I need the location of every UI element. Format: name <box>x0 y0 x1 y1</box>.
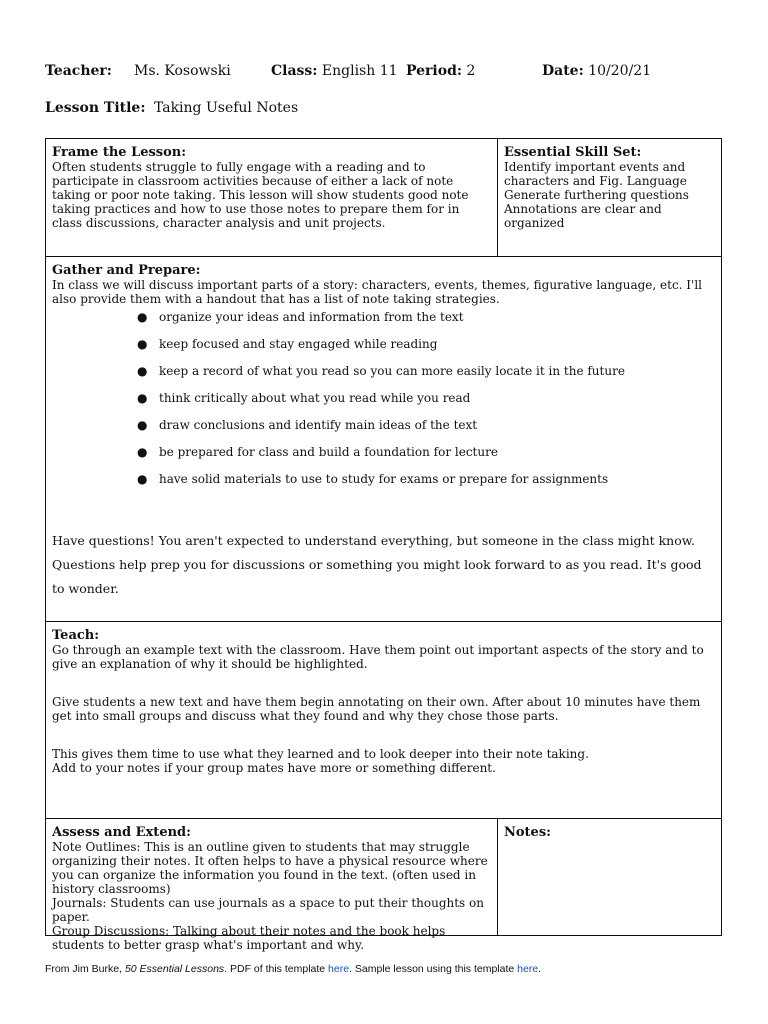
gather-title: Gather and Prepare: <box>52 263 201 278</box>
date-label: Date: <box>542 63 584 79</box>
bullet-icon: ● <box>137 445 148 459</box>
book-title: 50 Essential Lessons <box>124 963 225 975</box>
gather-intro: In class we will discuss important parts of a story: characters, events, themes, figurative language, etc. I'll also provide them with a handout that has a list of note taking strategies. <box>52 278 703 306</box>
skills-line: Generate furthering questions <box>504 188 689 202</box>
lesson-title-value: Taking Useful Notes <box>153 100 299 116</box>
lesson-title-label: Lesson Title: <box>45 100 146 116</box>
period-label: Period: <box>406 63 463 79</box>
teacher-value: Ms. Kosowski <box>134 63 231 79</box>
list-item: ● keep a record of what you read so you can more easily locate it in the future <box>137 364 625 378</box>
lesson-title-field <box>45 100 298 116</box>
assess-title: Assess and Extend: <box>52 825 191 840</box>
date-field <box>542 63 651 79</box>
template-pdf-link[interactable]: here <box>328 963 350 975</box>
bullet-icon: ● <box>137 391 148 405</box>
class-field <box>271 63 398 79</box>
bullet-icon: ● <box>137 418 148 432</box>
bullet-icon: ● <box>137 472 148 486</box>
notes-title: Notes: <box>504 825 551 840</box>
list-item: ● draw conclusions and identify main ideas of the text <box>137 418 478 432</box>
gather-outro: Have questions! You aren't expected to understand everything, but someone in the class might know. Questions help prep you for discussions or something you might look forward to as you read. It's good to wonder. <box>52 533 702 596</box>
list-item: ● keep focused and stay engaged while reading <box>137 337 438 351</box>
list-item: ● have solid materials to use to study for exams or prepare for assignments <box>137 472 609 486</box>
bullet-icon: ● <box>137 337 148 351</box>
frame-cell <box>46 139 498 256</box>
class-value: English 11 <box>321 63 398 79</box>
skills-line: Identify important events and characters and Fig. Language <box>504 160 687 188</box>
assess-line: Group Discussions: Talking about their notes and the book helps students to better grasp what's important and why. <box>52 924 446 952</box>
frame-text: Often students struggle to fully engage with a reading and to participate in classroom activities because of either a lack of note taking or poor note taking. This lesson will show students good note taking practices and how to use those notes to prepare them for in class discussions, character analysis and unit projects. <box>52 160 469 230</box>
assess-line: Journals: Students can use journals as a space to put their thoughts on paper. <box>52 896 484 924</box>
frame-row <box>46 139 721 256</box>
bullet-icon: ● <box>137 364 148 378</box>
period-field <box>406 63 475 79</box>
list-item: ● organize your ideas and information from the text <box>137 310 464 324</box>
frame-title: Frame the Lesson: <box>52 145 187 160</box>
list-item: ● think critically about what you read while you read <box>137 391 471 405</box>
teach-paragraph: Give students a new text and have them begin annotating on their own. After about 10 minutes have them get into small groups and discuss what they found and why they chose those parts. <box>52 695 701 723</box>
list-item: ● be prepared for class and build a foundation for lecture <box>137 445 498 459</box>
strategy-list <box>52 310 715 499</box>
teach-paragraph: Go through an example text with the classroom. Have them point out important aspects of the story and to give an explanation of why it should be highlighted. <box>52 643 704 671</box>
date-value: 10/20/21 <box>588 63 652 79</box>
teach-title: Teach: <box>52 628 100 643</box>
skills-cell <box>498 139 721 256</box>
teach-row <box>46 621 721 818</box>
teacher-label: Teacher: <box>45 63 112 79</box>
teach-paragraph: This gives them time to use what they learned and to look deeper into their note taking. <box>52 747 589 761</box>
source-footer: From Jim Burke, 50 Essential Lessons. PDF of this template here. Sample lesson using this template here. <box>45 963 542 975</box>
skills-line: Annotations are clear and organized <box>504 202 662 230</box>
teach-paragraph: Add to your notes if your group mates have more or something different. <box>52 761 496 775</box>
teach-cell <box>46 622 721 818</box>
teacher-field <box>45 63 112 79</box>
notes-cell <box>498 819 721 935</box>
assess-line: Note Outlines: This is an outline given to students that may struggle organizing their notes. It often helps to have a physical resource where you can organize the information you found in the text. (often used in history classrooms) <box>52 840 488 896</box>
lesson-plan-table <box>45 138 722 952</box>
gather-row <box>46 256 721 621</box>
assess-cell <box>46 819 498 952</box>
class-label: Class: <box>271 63 318 79</box>
bullet-icon: ● <box>137 310 148 324</box>
gather-cell <box>46 257 721 621</box>
assess-row <box>46 818 721 952</box>
sample-lesson-link[interactable]: here <box>517 963 539 975</box>
period-value: 2 <box>466 63 476 79</box>
skills-title: Essential Skill Set: <box>504 145 642 160</box>
